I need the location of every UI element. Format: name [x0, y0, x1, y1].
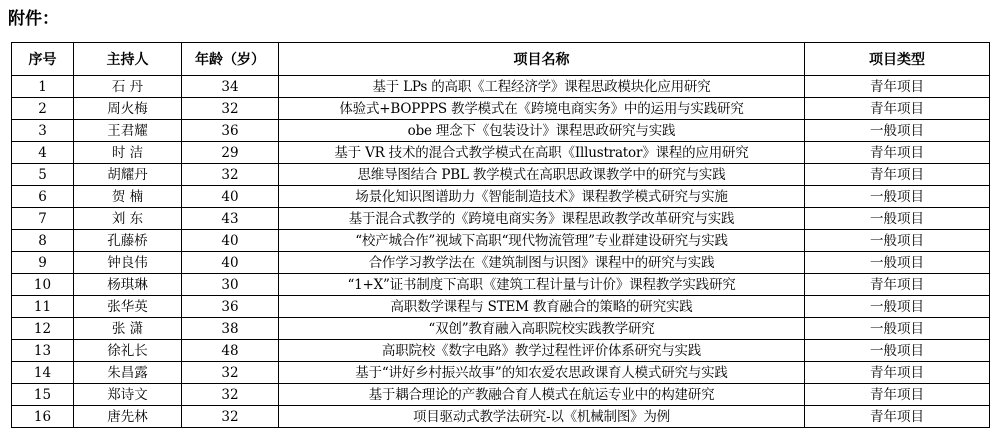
cell-project-name: 高职数学课程与 STEM 教育融合的策略的研究实践: [279, 296, 805, 318]
cell-age: 29: [182, 142, 279, 164]
cell-project-name: 项目驱动式教学法研究-以《机械制图》为例: [279, 406, 805, 428]
table-row: [12, 274, 990, 296]
cell-age: 40: [182, 252, 279, 274]
column-header-host: 主持人: [74, 43, 182, 76]
cell-number: 6: [12, 186, 74, 208]
cell-age: 32: [182, 406, 279, 428]
cell-project-name: 体验式+BOPPPS 教学模式在《跨境电商实务》中的运用与实践研究: [279, 98, 805, 120]
table-row: [12, 340, 990, 362]
cell-age: 36: [182, 120, 279, 142]
cell-project-type: 青年项目: [805, 384, 990, 406]
cell-host: 周火梅: [74, 98, 182, 120]
cell-project-type: 一般项目: [805, 230, 990, 252]
cell-host: 郑诗文: [74, 384, 182, 406]
cell-age: 32: [182, 98, 279, 120]
table-row: [12, 186, 990, 208]
cell-number: 4: [12, 142, 74, 164]
table-body: [12, 76, 990, 428]
table-row: [12, 98, 990, 120]
table-row: [12, 406, 990, 428]
cell-project-type: 一般项目: [805, 318, 990, 340]
cell-age: 48: [182, 340, 279, 362]
cell-host: 石 丹: [74, 76, 182, 98]
cell-project-type: 青年项目: [805, 98, 990, 120]
table-row: [12, 120, 990, 142]
table-row: [12, 208, 990, 230]
table-row: [12, 164, 990, 186]
cell-host: 孔藤桥: [74, 230, 182, 252]
cell-number: 5: [12, 164, 74, 186]
cell-age: 32: [182, 164, 279, 186]
column-header-project-name: 项目名称: [279, 43, 805, 76]
cell-host: 刘 东: [74, 208, 182, 230]
cell-host: 时 洁: [74, 142, 182, 164]
cell-project-name: 基于 LPs 的高职《工程经济学》课程思政模块化应用研究: [279, 76, 805, 98]
table-row: [12, 296, 990, 318]
table-row: [12, 252, 990, 274]
cell-number: 15: [12, 384, 74, 406]
cell-age: 43: [182, 208, 279, 230]
cell-number: 12: [12, 318, 74, 340]
cell-number: 3: [12, 120, 74, 142]
cell-project-type: 青年项目: [805, 274, 990, 296]
cell-age: 40: [182, 186, 279, 208]
cell-host: 钟良伟: [74, 252, 182, 274]
cell-project-name: obe 理念下《包装设计》课程思政研究与实践: [279, 120, 805, 142]
cell-age: 34: [182, 76, 279, 98]
cell-project-type: 一般项目: [805, 120, 990, 142]
cell-project-name: 思维导图结合 PBL 教学模式在高职思政课教学中的研究与实践: [279, 164, 805, 186]
cell-age: 30: [182, 274, 279, 296]
cell-project-name: 场景化知识图谱助力《智能制造技术》课程教学模式研究与实施: [279, 186, 805, 208]
cell-number: 14: [12, 362, 74, 384]
cell-project-name: 基于 VR 技术的混合式教学模式在高职《Illustrator》课程的应用研究: [279, 142, 805, 164]
cell-project-name: 基于耦合理论的产教融合育人模式在航运专业中的构建研究: [279, 384, 805, 406]
table-row: [12, 362, 990, 384]
cell-number: 13: [12, 340, 74, 362]
cell-number: 8: [12, 230, 74, 252]
cell-host: 徐礼长: [74, 340, 182, 362]
cell-project-type: 青年项目: [805, 362, 990, 384]
cell-project-type: 一般项目: [805, 186, 990, 208]
cell-number: 1: [12, 76, 74, 98]
table-row: [12, 318, 990, 340]
project-table: [11, 42, 990, 428]
table-header-row: [12, 43, 990, 76]
cell-host: 张 潇: [74, 318, 182, 340]
table-row: [12, 142, 990, 164]
cell-number: 7: [12, 208, 74, 230]
column-header-number: 序号: [12, 43, 74, 76]
cell-age: 32: [182, 362, 279, 384]
cell-host: 唐先林: [74, 406, 182, 428]
cell-project-name: “校产城合作”视域下高职“现代物流管理”专业群建设研究与实践: [279, 230, 805, 252]
cell-age: 38: [182, 318, 279, 340]
cell-project-type: 青年项目: [805, 76, 990, 98]
cell-project-name: 基于“讲好乡村振兴故事”的知农爱农思政课育人模式研究与实践: [279, 362, 805, 384]
cell-host: 王君耀: [74, 120, 182, 142]
cell-project-type: 一般项目: [805, 340, 990, 362]
cell-host: 朱昌露: [74, 362, 182, 384]
cell-number: 11: [12, 296, 74, 318]
cell-project-type: 一般项目: [805, 296, 990, 318]
cell-number: 9: [12, 252, 74, 274]
cell-host: 贺 楠: [74, 186, 182, 208]
cell-host: 胡耀丹: [74, 164, 182, 186]
attachment-heading: 附件：: [8, 9, 59, 29]
table-row: [12, 384, 990, 406]
cell-project-type: 青年项目: [805, 406, 990, 428]
cell-number: 16: [12, 406, 74, 428]
cell-project-name: 合作学习教学法在《建筑制图与识图》课程中的研究与实践: [279, 252, 805, 274]
table-row: [12, 230, 990, 252]
cell-number: 10: [12, 274, 74, 296]
cell-project-name: 基于混合式教学的《跨境电商实务》课程思政教学改革研究与实践: [279, 208, 805, 230]
cell-project-type: 青年项目: [805, 164, 990, 186]
cell-project-type: 青年项目: [805, 142, 990, 164]
cell-project-name: 高职院校《数字电路》教学过程性评价体系研究与实践: [279, 340, 805, 362]
cell-age: 36: [182, 296, 279, 318]
cell-host: 张华英: [74, 296, 182, 318]
cell-project-type: 一般项目: [805, 252, 990, 274]
cell-project-name: “双创”教育融入高职院校实践教学研究: [279, 318, 805, 340]
cell-host: 杨琪琳: [74, 274, 182, 296]
cell-number: 2: [12, 98, 74, 120]
cell-project-name: “1+X”证书制度下高职《建筑工程计量与计价》课程教学实践研究: [279, 274, 805, 296]
column-header-age: 年龄（岁）: [182, 43, 279, 76]
table-row: [12, 76, 990, 98]
cell-age: 32: [182, 384, 279, 406]
column-header-project-type: 项目类型: [805, 43, 990, 76]
cell-age: 40: [182, 230, 279, 252]
cell-project-type: 一般项目: [805, 208, 990, 230]
